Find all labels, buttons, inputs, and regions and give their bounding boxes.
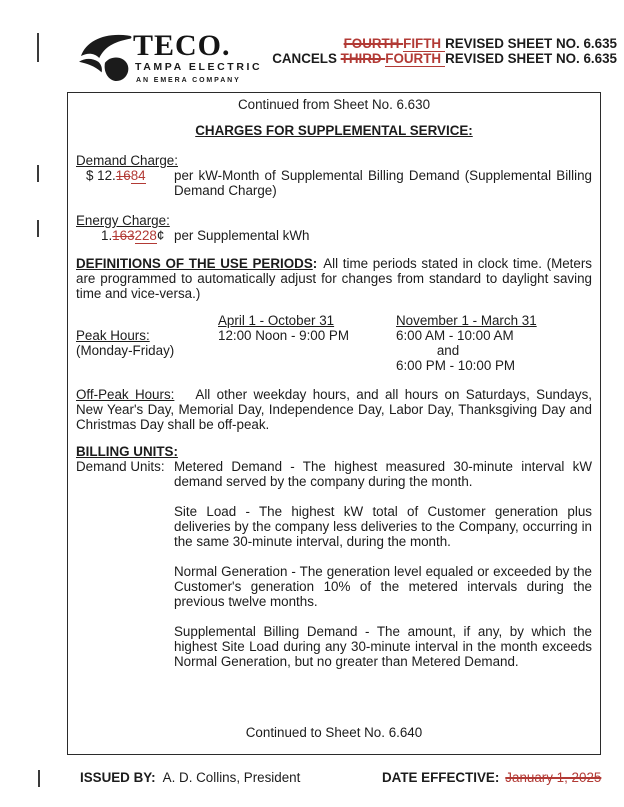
demand-charge-row (76, 168, 592, 198)
date-effective-label: DATE EFFECTIVE: (382, 770, 500, 785)
issued-by-label: ISSUED BY: (80, 770, 156, 785)
demand-charge-label: Demand Charge: (76, 153, 178, 168)
definitions-colon: : (312, 256, 318, 271)
change-bar-header (37, 33, 39, 62)
winter-peak-hours-morning: 6:00 AM - 10:00 AM (396, 328, 514, 343)
energy-charge-row (76, 228, 592, 243)
billing-paragraph: Metered Demand - The highest measured 30-minute interval kW demand served by the company during the month. (174, 459, 592, 489)
revision-sheet-number: REVISED SHEET NO. 6.635 (445, 51, 617, 66)
new-rate: 84 (130, 168, 146, 183)
company-logo (78, 29, 263, 86)
date-effective-value-struck: January 1, 2025 (505, 770, 602, 785)
winter-peak-hours-evening: 6:00 PM - 10:00 PM (396, 358, 516, 373)
old-rate: 16 (115, 168, 131, 183)
demand-charge-description: per kW-Month of Supplemental Billing Demand (Supplemental Billing Demand Charge) (174, 168, 592, 198)
revision-line-1 (272, 36, 617, 51)
revision-old-term: THIRD (340, 51, 386, 66)
peak-hours-sublabel: (Monday-Friday) (76, 343, 175, 358)
page-title: CHARGES FOR SUPPLEMENTAL SERVICE: (195, 123, 473, 138)
revision-sheet-number: REVISED SHEET NO. 6.635 (445, 36, 617, 51)
continued-to-note: Continued to Sheet No. 6.640 (245, 725, 423, 740)
definitions-body: All time periods stated in clock time. (Meters are programmed to automatically adjust for changes from standard to daylight saving time and vice-versa.) (76, 256, 592, 301)
revision-line-2 (272, 51, 617, 66)
tariff-content-box (67, 92, 601, 755)
teco-swoosh-icon (78, 32, 132, 82)
cancels-label: CANCELS (272, 51, 341, 66)
energy-charge-amount: 1.163228¢ (101, 228, 165, 243)
billing-units-heading: BILLING UNITS: (76, 444, 178, 459)
billing-paragraph: Supplemental Billing Demand - The amount, if any, by which the highest Site Load during any 30-minute interval in the month exceeds Normal Generation, but no greater than Metered Demand. (174, 624, 592, 669)
issued-by-line (80, 770, 300, 785)
new-rate: 228 (134, 228, 157, 243)
date-effective-line (382, 770, 601, 785)
winter-period-header: November 1 - March 31 (396, 313, 537, 328)
continued-from-note: Continued from Sheet No. 6.630 (237, 97, 431, 112)
billing-paragraph: Normal Generation - The generation level equaled or exceeded by the Customer's generation 10% of the metered intervals during the previous twelve months. (174, 564, 592, 609)
energy-charge-label: Energy Charge: (76, 213, 170, 228)
demand-units-row (76, 459, 592, 489)
demand-charge-amount: $ 12.1684 (86, 168, 146, 183)
peak-hours-label: Peak Hours: (76, 328, 150, 343)
revision-new-term: FIFTH (403, 36, 445, 52)
off-peak-body: All other weekday hours, and all hours on Saturdays, Sundays, New Year's Day, Memorial Day, Independence Day, Labor Day, Thanksgiving Day and Christmas Day shall be off-peak. (76, 387, 592, 432)
energy-charge-description: per Supplemental kWh (174, 228, 310, 243)
old-rate: 163 (112, 228, 135, 243)
brand-wordmark: TECO. (133, 29, 231, 62)
off-peak-label: Off-Peak Hours: (76, 387, 175, 402)
definitions-heading: DEFINITIONS OF THE USE PERIODS (76, 256, 313, 271)
brand-parent-company: AN EMERA COMPANY (136, 77, 241, 84)
demand-units-label: Demand Units: (76, 459, 165, 474)
billing-paragraph: Site Load - The highest kW total of Customer generation plus deliveries by the company less deliveries to the Company, occurring in the same 30-minute interval, during the month. (174, 504, 592, 549)
revision-header (272, 36, 617, 66)
definitions-paragraph (76, 256, 592, 301)
peak-hours-table (76, 313, 592, 375)
off-peak-paragraph (76, 387, 592, 432)
summer-period-header: April 1 - October 31 (218, 313, 335, 328)
brand-tagline: TAMPA ELECTRIC (135, 61, 263, 73)
issued-by-value: A. D. Collins, President (162, 770, 301, 785)
change-bar-energy-charge (37, 220, 39, 237)
change-bar-date-effective (38, 770, 40, 787)
revision-old-term: FOURTH (343, 36, 404, 51)
winter-hours-conjunction: and (436, 343, 460, 358)
summer-peak-hours: 12:00 Noon - 9:00 PM (218, 328, 350, 343)
change-bar-demand-charge (37, 165, 39, 182)
revision-new-term: FOURTH (385, 51, 445, 67)
